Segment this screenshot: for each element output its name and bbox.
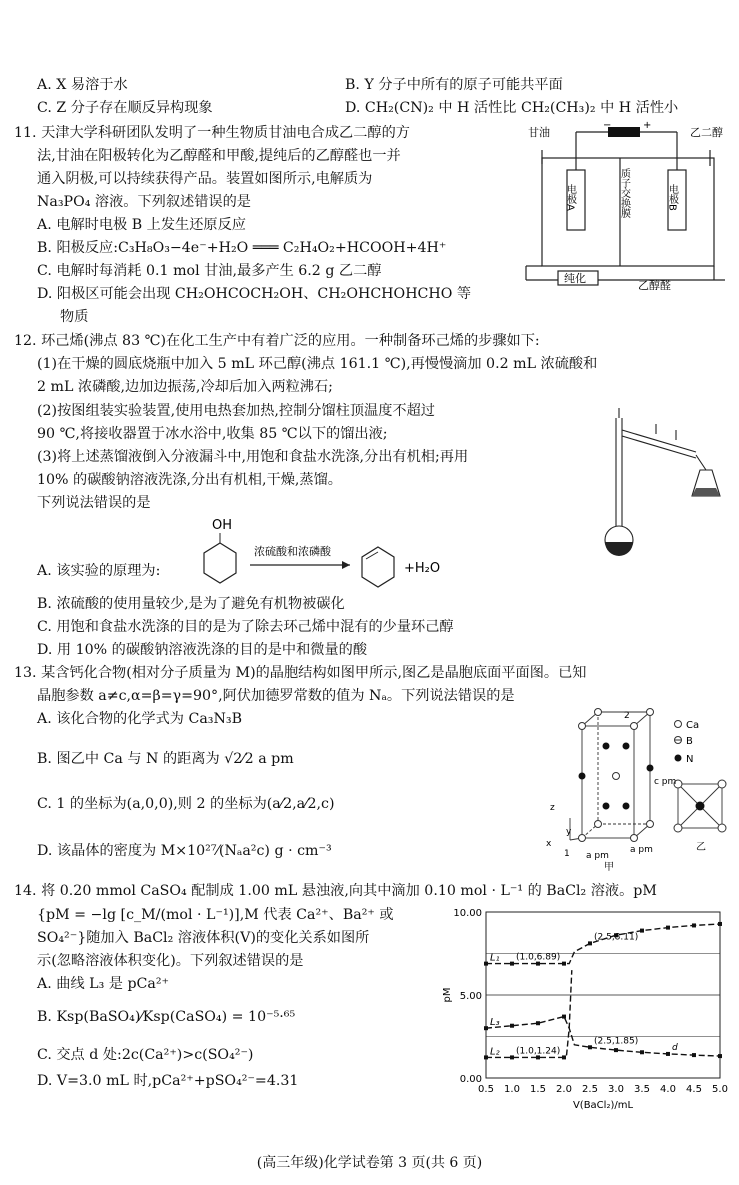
label-c: c pm <box>654 777 677 787</box>
data-point <box>562 1015 566 1019</box>
series-label: L₁ <box>490 952 500 964</box>
glycerol-label: 甘油 <box>528 126 550 139</box>
q14-option-d: D. V=3.0 mL 时,pCa²⁺+pSO₄²⁻=4.31 <box>37 1073 299 1089</box>
y-tick-label: 0.00 <box>459 1074 482 1085</box>
axis-z: z <box>550 803 555 813</box>
q14-stem-1: 14. 将 0.20 mmol CaSO₄ 配制成 1.00 mL 悬浊液,向其中滴加 0.10 mol · L⁻¹ 的 BaCl₂ 溶液。pM <box>14 883 657 899</box>
q12-option-d: D. 用 10% 的碳酸钠溶液洗涤的目的是中和微量的酸 <box>37 642 368 658</box>
data-point <box>510 962 514 966</box>
purify-label: 纯化 <box>564 272 586 285</box>
glycol-label: 乙二醇 <box>690 126 723 139</box>
data-point <box>718 922 722 926</box>
point-annotation: (1.0,6.89) <box>516 952 561 963</box>
x-tick-label: 1.5 <box>530 1084 546 1095</box>
axis-x: x <box>546 839 552 849</box>
pos-sign: + <box>643 120 652 131</box>
reaction-scheme <box>190 515 460 590</box>
power-source <box>608 127 640 137</box>
data-point <box>640 1050 644 1054</box>
q13-stem-2: 晶胞参数 a≠c,α=β=γ=90°,阿伏加德罗常数的值为 Nₐ。下列说法错误的是 <box>37 688 515 704</box>
data-point <box>640 929 644 933</box>
label-1: 1 <box>564 849 570 859</box>
x-tick-label: 4.5 <box>686 1084 702 1095</box>
data-point <box>588 1045 592 1049</box>
data-point <box>692 923 696 927</box>
series-label: L₃ <box>490 1017 500 1029</box>
q12-stem-5: 90 ℃,将接收器置于冰水浴中,收集 85 ℃以下的馏出液; <box>37 426 388 442</box>
q11-stem-4: Na₃PO₄ 溶液。下列叙述错误的是 <box>37 194 251 210</box>
water-product: +H₂O <box>404 561 441 576</box>
x-tick-label: 1.0 <box>504 1084 520 1095</box>
q13-option-b: B. 图乙中 Ca 与 N 的距离为 √2⁄2 a pm <box>37 751 294 767</box>
q13-stem-1: 13. 某含钙化合物(相对分子质量为 M)的晶胞结构如图甲所示,图乙是晶胞底面平面图。已知 <box>14 665 587 681</box>
x-axis-label: V(BaCl₂)/mL <box>572 1100 634 1111</box>
distillation-apparatus <box>596 400 726 560</box>
label-a1: a pm <box>586 851 609 861</box>
cyclohexene-ring <box>362 547 394 587</box>
legend-b: B <box>686 736 693 747</box>
label-2: 2 <box>624 711 630 721</box>
neg-sign: − <box>603 120 612 131</box>
q14-stem-4: 示(忽略溶液体积变化)。下列叙述错误的是 <box>37 953 304 969</box>
x-tick-label: 2.5 <box>582 1084 598 1095</box>
q12-stem-7: 10% 的碳酸钠溶液洗涤,分出有机相,干燥,蒸馏。 <box>37 472 342 488</box>
q10-option-c: C. Z 分子存在顺反异构现象 <box>37 100 213 116</box>
q11-option-d-cont: 物质 <box>60 309 89 325</box>
point-annotation: (2.5,1.85) <box>594 1036 639 1047</box>
figure-yi: 乙 <box>696 842 706 853</box>
q10-option-d: D. CH₂(CN)₂ 中 H 活性比 CH₂(CH₃)₂ 中 H 活性小 <box>345 100 679 116</box>
legend-n: N <box>686 754 694 765</box>
q12-stem-4: (2)按图组装实验装置,使用电热套加热,控制分馏柱顶温度不超过 <box>37 403 435 419</box>
q14-option-b: B. Ksp(BaSO₄)⁄Ksp(CaSO₄) = 10⁻⁵·⁶⁵ <box>37 1009 296 1025</box>
q13-option-d: D. 该晶体的密度为 M×10²⁷⁄(Nₐa²c) g · cm⁻³ <box>37 843 332 859</box>
q10-option-a: A. X 易溶于水 <box>37 77 128 93</box>
electrode-a-label: 电极A <box>564 184 576 211</box>
q11-stem-2: 法,甘油在阳极转化为乙醇醛和甲酸,提纯后的乙醇醛也一并 <box>37 148 401 164</box>
x-tick-label: 2.0 <box>556 1084 572 1095</box>
data-point <box>484 1026 488 1030</box>
data-point <box>666 1052 670 1056</box>
cyclohexanol-ring <box>204 543 236 583</box>
electrolysis-diagram <box>520 118 725 290</box>
catalyst-label: 浓硫酸和浓磷酸 <box>254 545 331 558</box>
data-point <box>692 1053 696 1057</box>
q12-stem-2: (1)在干燥的圆底烧瓶中加入 5 mL 环己醇(沸点 161.1 ℃),再慢慢滴加 0.2 mL 浓硫酸和 <box>37 356 598 372</box>
data-point <box>510 1055 514 1059</box>
x-tick-label: 5.0 <box>712 1084 728 1095</box>
oh-label: OH <box>212 518 233 533</box>
atom-markers <box>579 709 727 842</box>
point-annotation: (1.0,1.24) <box>516 1046 561 1057</box>
data-point <box>484 1055 488 1059</box>
x-tick-label: 3.0 <box>608 1084 624 1095</box>
crystal-structure <box>540 706 730 876</box>
q12-option-a: A. 该实验的原理为: <box>37 563 161 579</box>
data-point <box>562 962 566 966</box>
figure-jia: 甲 <box>604 862 614 873</box>
q12-stem-1: 12. 环己烯(沸点 83 ℃)在化工生产中有着广泛的应用。一种制备环己烯的步骤如下: <box>14 333 540 349</box>
q11-option-b: B. 阳极反应:C₃H₈O₃−4e⁻+H₂O ═══ C₂H₄O₂+HCOOH+4H⁺ <box>37 240 447 256</box>
q11-stem-3: 通入阴极,可以持续获得产品。装置如图所示,电解质为 <box>37 171 373 187</box>
q11-option-a: A. 电解时电极 B 上发生还原反应 <box>37 217 246 233</box>
y-tick-label: 5.00 <box>459 991 482 1002</box>
q11-option-c: C. 电解时每消耗 0.1 mol 甘油,最多产生 6.2 g 乙二醇 <box>37 263 382 279</box>
q12-stem-8: 下列说法错误的是 <box>37 495 151 511</box>
data-point <box>718 1054 722 1058</box>
x-tick-label: 0.5 <box>478 1084 494 1095</box>
q11-option-d: D. 阳极区可能会出现 CH₂OHCOCH₂OH、CH₂OHCHOHCHO 等 <box>37 286 472 302</box>
data-point <box>562 1055 566 1059</box>
series-label: L₂ <box>490 1046 500 1058</box>
q14-stem-3: SO₄²⁻}随加入 BaCl₂ 溶液体积(V)的变化关系如图所 <box>37 930 370 946</box>
series-line <box>486 970 572 1057</box>
page-footer: (高三年级)化学试卷第 3 页(共 6 页) <box>256 1155 483 1171</box>
q12-option-b: B. 浓硫酸的使用量较少,是为了避免有机物被碳化 <box>37 596 345 612</box>
q13-option-c: C. 1 的坐标为(a,0,0),则 2 的坐标为(a⁄2,a⁄2,c) <box>37 796 335 812</box>
q14-option-c: C. 交点 d 处:2c(Ca²⁺)>c(SO₄²⁻) <box>37 1047 254 1063</box>
data-point <box>510 1024 514 1028</box>
x-tick-label: 4.0 <box>660 1084 676 1095</box>
axis-y: y <box>566 827 572 837</box>
q12-stem-6: (3)将上述蒸馏液倒入分液漏斗中,用饱和食盐水洗涤,分出有机相;再用 <box>37 449 469 465</box>
data-point <box>588 941 592 945</box>
aldehyde-label: 乙醇醛 <box>638 279 671 290</box>
data-point <box>666 926 670 930</box>
q10-option-b: B. Y 分子中所有的原子可能共平面 <box>345 77 563 93</box>
q11-stem-1: 11. 天津大学科研团队发明了一种生物质甘油电合成乙二醇的方 <box>14 125 410 141</box>
y-tick-label: 10.00 <box>453 908 482 919</box>
legend-ca: Ca <box>686 720 700 731</box>
electrode-b-label: 电极B <box>666 184 678 211</box>
data-point <box>484 962 488 966</box>
q12-stem-3: 2 mL 浓磷酸,边加边振荡,冷却后加入两粒沸石; <box>37 379 333 395</box>
label-a2: a pm <box>630 845 653 855</box>
q14-stem-2: {pM = −lg [c_M/(mol · L⁻¹)],M 代表 Ca²⁺、Ba²⁺ 或 <box>37 907 394 923</box>
pm-chart <box>440 900 730 1140</box>
point-annotation: d <box>672 1042 678 1053</box>
q12-option-c: C. 用饱和食盐水洗涤的目的是为了除去环己烯中混有的少量环己醇 <box>37 619 454 635</box>
x-tick-label: 3.5 <box>634 1084 650 1095</box>
point-annotation: (2.5,8.11) <box>594 932 639 943</box>
data-point <box>536 1021 540 1025</box>
y-axis-label: pM <box>442 987 453 1003</box>
q13-option-a: A. 该化合物的化学式为 Ca₃N₃B <box>37 711 242 727</box>
data-point <box>614 1048 618 1052</box>
q14-option-a: A. 曲线 L₃ 是 pCa²⁺ <box>37 976 170 992</box>
membrane-label: 质子交换膜 <box>618 168 630 218</box>
